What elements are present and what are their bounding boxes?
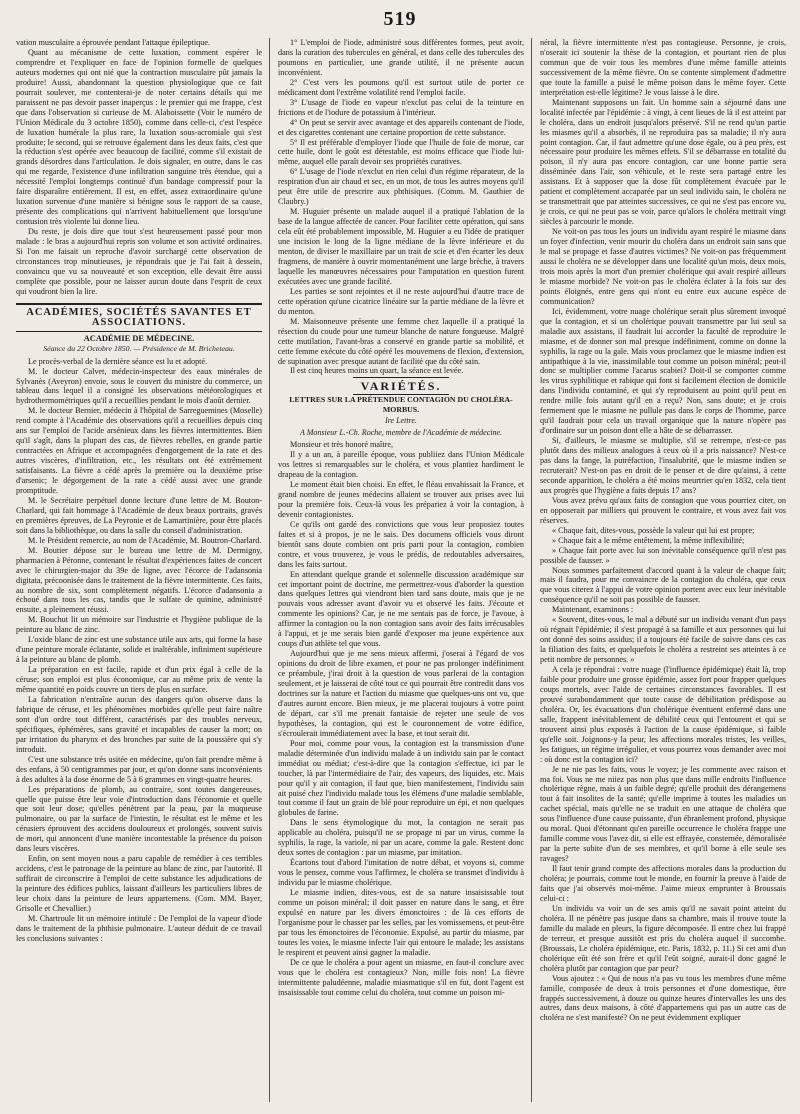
paragraph: M. le Président remercie, au nom de l'Académie, M. Boutron-Charlard.: [28, 535, 262, 545]
paragraph: « Souvent, dites-vous, le mal a débuté sur un individu venant d'un pays où régnait l'épidémie; il s'est propagé à sa famille et aux personnes qui lui ont donné des soins assidus; il a toujours été facile de suivre dans ces cas la filiation des faits, et quelquefois le choléra a restreint ses atteintes à ce petit nombre de personnes. »: [540, 615, 786, 665]
paragraph: Ici, évidemment, votre nuage cholérique serait plus sûrement invoqué que la contagion, et si un cholérique pouvait transmettre par lui seul sa maladie aux assistans, il faudrait lui accorder la faculté de reproduire le miasme, et de donner son mal presque indéfiniment, comme on donne la syphilis, la rage ou la gale. Mais vous proclamez que le miasme indien est antipathique à la vie, inassimilable tout comme un poison minéral; peut-il donc se multiplier comme l'acarus scabiei? Doit-il se comporter comme les virus syphilitique et rabique qui font si facilement élection de domicile dans l'individu contaminé, et qui s'y reproduisent au point qu'il peut en rendre mille fois autant qu'il en a reçu? Non, sans doute; et je crois fermement que le miasme ne pullule pas dans le corps de l'homme, parce qu'il faudrait pour cela un travail organique que la nature n'opère pas d'ordinaire sur un poison dont elle a hâte de se débarrasser.: [540, 306, 786, 436]
paragraph: La fabrication n'entraîne aucun des dangers qu'on observe dans la fabrique de céruse, et les phénomènes morbides qu'elle peut faire naître sont d'un ordre tout différent, caractérisés par des troubles nerveux, spécifiques, éphémères, sans gravité et incapables de causer la mort; on par irritation du pharynx et des bronches par suite de la poussière qui s'y introduit.: [16, 695, 262, 754]
paragraph: vation musculaire a éprouvée pendant l'attaque épileptique.: [16, 38, 211, 47]
paragraph: 5° Il est préférable d'employer l'iode que l'huile de foie de morue, car cette huile, dont le goût est détestable, est moins efficace que l'iode lui-même, auquel elle paraît devoir ses propriétés curatives.: [278, 137, 524, 167]
paragraph: Il faut tenir grand compte des affections morales dans la production du choléra; je pourrais, comme tout le monde, en fournir la preuve à l'aide de faits que j'ai observés moi-même. J'aime mieux emprunter à Broussais celui-ci :: [540, 864, 786, 903]
paragraph: Les préparations de plomb, au contraire, sont toutes dangereuses, quelle que puisse être leur voie d'introduction dans l'économie et quelle que soit leur dose; qu'elles pénètrent par la peau, par la muqueuse pulmonaire, ou par la surface de l'intestin, le résultat est le même et les cérusiers éprouvent des accidens douloureux et prolongés, souvent suivis de mort, qui annoncent d'une manière incontestable la présence du poison dans leurs viscères.: [16, 784, 262, 854]
paragraph: Vous ajoutez : « Qui de nous n'a pas vu tous les membres d'une même famille, composée de deux à trois personnes et d'une domestique, être frappés successivement, à douze ou quinze heures d'intervalles les uns des autres, dans deux maisons, à côté d'appartemens qui pas un autre cas de choléra ne s'est manifesté? On ne peut évidemment expliquer: [540, 973, 786, 1023]
varietes-title: VARIÉTÉS.: [353, 377, 450, 395]
paragraph: Aujourd'hui que je me sens mieux affermi, j'oserai à l'égard de vos opinions du droit de libre examen, et pour ne pas prolonger indéfiniment ce préambule, j'irai droit à la question de vous parlerai de la contagion seulement, et je laisserai de côté tout ce qui pourrait être contredit dans vos doctrines sur la nature et l'action du miasme que quelques-uns ont vu, que d'autres auront encore. Bien mieux, je me placerai toujours à votre point de départ, car s'il me prenait fantaisie de rejeter une seule de vos hypothèses, la contagion, qui est le couronnement de votre édifice, s'écroulerait immédiatement avec la base, et tout serait dit.: [278, 649, 524, 738]
paragraph: 4° On peut se servir avec avantage et des appareils contenant de l'iode, et des cigarettes contenant une certaine proportion de cette substance.: [278, 117, 524, 137]
paragraph: La préparation en est facile, rapide et d'un prix égal à celle de la céruse; son emploi est plus économique, car au même prix de vente la même quantité en poids couvre un tiers de plus en surface.: [16, 665, 262, 695]
paragraph: De ce que le choléra a pour agent un miasme, en faut-il conclure avec vous que le choléra est contagieux? Non, mille fois non! La fièvre intermittente paludéenne, maladie miasmatique s'il en fut, dont l'agent est insaisissable tout comme celui du choléra, tout comme un poison mi-: [278, 957, 524, 997]
column-1: [16, 38, 262, 1104]
paragraph: » Chaque fait a le même entêtement, la même inflexibilité;: [552, 535, 745, 545]
article-title: LETTRES SUR LA PRÉTENDUE CONTAGION DU CHOLÉRA-MORBUS.: [289, 395, 513, 415]
paragraph: Il y a un an, à pareille époque, vous publiiez dans l'Union Médicale vos lettres si remarquables sur le choléra, et vous plantiez hardiment le drapeau de la contagion.: [278, 450, 524, 480]
paragraph: 1° L'emploi de l'iode, administré sous différentes formes, peut avoir, dans la curation des tubercules en général, et dans celle des tubercules des poumons en particulier, une grande utilité, il ne présente aucun inconvénient.: [278, 38, 524, 77]
article-addressee: A Monsieur L.-Ch. Roche, membre de l'Académie de médecine.: [299, 428, 503, 438]
paragraph: Écartons tout d'abord l'imitation de notre débat, et voyons si, comme vous le pensez, comme vous l'affirmez, le choléra se transmet d'individu à individu par le miasme cholérique.: [278, 858, 524, 888]
varietes-heading: [278, 379, 524, 394]
paragraph: Enfin, on sent moyen nous a paru capable de remédier à ces terribles accidens, c'est le patronage de la peinture au blanc de zinc, par l'autorité. Il suffirait de circonscrire à l'emploi de cette substance les adjudications de la peinture des édifices publics, laissant d'ailleurs les particuliers libres de leur choix dans la peinture de leurs appartemens. (Com. MM. Bayer, Grisolle et Chevallier.): [16, 854, 262, 914]
paragraph: 6° L'usage de l'iode n'exclut en rien celui d'un régime réparateur, de la respiration d'un air chaud et sec, en un mot, de tous les autres moyens qu'il peut être utile de prescrire aux phthisiques. (Comm. M. Gauthier de Claubry.): [278, 167, 524, 207]
paragraph: Maintenant supposons un fait. Un homme sain a séjourné dans une localité infectée par l'épidémie : à vingt, à cent lieues de là il est atteint par le choléra, dans un endroit jusqu'alors préservé. S'il ne rend qu'un partie les miasmes qu'il a absorbés, il ne reproduira pas sa maladie; il n'y aura point contagion. Car, il faut admettre qu'une dose égale, ou à peu près, est nécessaire pour produire les mêmes effets. S'il se débarrasse en totalité du poison, il n'y aura pas encore contagion, car une bonne partie sera disséminée dans l'air, son véhicule, et le reste sera partagé entre les assistans. Et à supposer que la dose fût complètement évacuée par le patient et complètement accaparée par un seul individu sain, le choléra ne se transmettrait que par atteintes successives, ce qui ne s'est pas encore vu, je crois, ce qui ne peut pas se voir, parce qu'alors le choléra mettrait vingt siècles à parcourir le monde.: [540, 97, 786, 227]
paragraph: Le miasme indien, dites-vous, est de sa nature insaisissable tout comme un poison minéral; il doit passer en nature dans le sang, et être expulsé en nature par les divers émonctoires : de là ces efforts de l'organisme pour le chasser par les selles, par les vomissemens, et peut-être par tous les émonctoires de l'économie. Expulsé, au partir du miasme, par toutes les voies, le miasme infecte l'air qui entoure le malade; les assistans le respirent et peuvent ainsi gagner la maladie.: [278, 888, 524, 957]
paragraph: L'oxide blanc de zinc est une substance utile aux arts, qui forme la base d'une peinture morale éclatante, solide et inaltérable, infiniment supérieure à la peinture au blanc de plomb.: [16, 635, 262, 665]
paragraph: Ne voit-on pas tous les jours un individu ayant respiré le miasme dans un foyer d'infection, venir mourir du choléra dans un endroit sain sans que le mal se propage et fasse d'autres victimes? Ne voit-on pas fréquemment aussi le choléra ne se développer dans une localité qu'un mois, deux mois, trois mois après la mort d'un premier cholérique qui avait respiré ailleurs le miasme morbide? Ne voit-on pas le choléra éclater à la fois sur des points éloignés, entre gens qui n'ont eu entre eux aucune espèce de communication?: [540, 227, 786, 306]
paragraph: M. Boutier dépose sur le bureau une lettre de M. Dermigny, pharmacien à Péronne, contenant le résultat d'expériences faites de concert avec le chirurgien-major du 39e de ligne, avec l'écorce de l'adansonia digitata, précoonisée dans le traitement de la fièvre intermittente. Ces faits, au nombre de six, sont complètement négatifs. L'écorce d'adansonia a échoué dans tous les cas, tandis que le sulfate de quinine, administré ensuite, a pleinement réussi.: [16, 545, 262, 615]
paragraph: Il est cinq heures moins un quart, la séance est levée.: [290, 366, 464, 376]
paragraph: M. le Secrétaire perpétuel donne lecture d'une lettre de M. Bouton-Charlard, qui fait hommage à l'Académie de deux beaux portraits, gravés en premières épreuves, de La Peyronie et de Lamartinière, pour être placés soit dans la bibliothèque, ou dans la salle du conseil d'administration.: [16, 495, 262, 535]
session-meta: Séance du 22 Octobre 1850. — Présidence de M. Bricheteau.: [43, 343, 235, 353]
academy-title: ACADÉMIE DE MÉDECINE.: [83, 333, 195, 343]
paragraph: « Chaque fait, dites-vous, possède la valeur qui lui est propre;: [552, 525, 755, 535]
paragraph: Si, d'ailleurs, le miasme se multiplie, s'il se retrempe, n'est-ce pas plutôt dans des milieux analogues à ceux où il a pris naissance? N'est-ce pas dans la fange, la putréfaction, l'insalubrité, que le miasme indien se recruterait? N'est-on pas en droit de le penser et de dire qu'ainsi, à cette seconde apparition, le choléra a été moins meurtrier qu'en 1832, cela tient aux progrès que l'hygiène a faits depuis 17 ans?: [540, 436, 786, 495]
article-subtitle: Ire Lettre.: [385, 416, 417, 426]
paragraph: C'est une substance très usitée en médecine, qu'on fait prendre même à des enfans, à 50 centigrammes par jour, et qu'on donne sans inconvénients à des adultes à la dose énorme de 5 à 6 grammes en vingt-quatre heures.: [16, 754, 262, 784]
paragraph: Nous sommes parfaitement d'accord quant à la valeur de chaque fait; mais il faudra, pour me convaincre de la contagion du choléra, que ceux que vous citerez à l'appui de votre opinion portent avec eux leur inévitable conséquence qu'il ne soit pas possible de fausser.: [540, 565, 786, 605]
paragraph: » Chaque fait porte avec lui son inévitable conséquence qu'il n'est pas possible de fausser. »: [540, 545, 786, 565]
section-heading: ACADÉMIES, SOCIÉTÉS SAVANTES ET ASSOCIATIONS.: [16, 303, 262, 332]
paragraph: Les parties se sont rejointes et il ne reste aujourd'hui d'autre trace de cette opération qu'une cicatrice linéaire sur la partie médiane de la lèvre et du menton.: [278, 286, 524, 316]
paragraph: M. Huguier présente un malade auquel il a pratiqué l'ablation de la base de la langue affectée de cancer. Pour faciliter cette opération, qui sans cela eût été probablement impossible, M. Huguier a eu l'idée de pratiquer une incision le long de la ligne médiane de la lèvre inférieure et du menton, de diviser le maxillaire par un trait de scie et d'en écarter les deux fragmens, de manière à ouvrir momentanément une large brèche, à travers laquelle les manœuvres nécessaires pour l'amputation en question furent exécutées avec une grande facilité.: [278, 207, 524, 286]
column-3: [540, 38, 786, 1104]
paragraph: A cela je répondrai : votre nuage (l'influence épidémique) était là, trop faible pour produire une grosse épidémie, assez fort pour frapper quelques coups mortels, avec l'aide de certaines circonstances favorables. Il est prouvé surabondamment que toute cause de débilitation prédispose au choléra. Or, les évacuations d'un cholérique éventuent enfermé dans une salle, frappent inévitablement de débilité ceux qui l'entourent et qui se trouvent ainsi plus exposés à l'action de la cause épidémique, si faible qu'elle soit. Joignons-y la peur, les affections morales tristes, les veilles, les fatigues, un régime irrégulier, et vous pourrez vous demander avec moi : où donc est la contagion ici?: [540, 665, 786, 764]
page-number: 519: [383, 8, 417, 30]
column-rule-left: [269, 38, 270, 1102]
paragraph: 2° C'est vers les poumons qu'il est surtout utile de porter ce médicament dont l'extrême volatilité rend l'emploi facile.: [278, 77, 524, 97]
paragraph: M. Bouchut lit un mémoire sur l'industrie et l'hygiène publique de la peinture au blanc de zinc.: [16, 615, 262, 635]
paragraph: 3° L'usage de l'iode en vapeur n'exclut pas celui de la teinture en frictions et de l'iodure de potassium à l'intérieur.: [278, 97, 524, 117]
paragraph: Le moment était bien choisi. En effet, le fléau envahissait la France, et grand nombre de jeunes médecins allaient se trouver aux prises avec lui pour la première fois. Ceux-là vous les prépariez à voir la contagion, à devenir contagionistes.: [278, 479, 524, 519]
paragraph: Le procès-verbal de la dernière séance est lu et adopté.: [28, 356, 208, 366]
paragraph: Je ne nie pas les faits, vous le voyez; je les commente avec raison et ma foi. Vous ne me niiez pas non plus que dans mille endroits l'influence cholérique règne, mais à un faible degré; qu'elle produit des dérangemens tout à fait insolites de la santé; qu'elle imprime à toutes les maladies un cachet spécial, mais qu'elle ne se traduit en une attaque de choléra que sous l'influence d'une cause puissante, d'un ébranlement profond, physique ou moral. Quoi d'étonnant qu'en pareille occurrence le choléra frappe une famille comme vous l'avez dit, si elle est effrayée, consternée, démoralisée par la perte subite d'un de ses membres, et qu'il borne à elle seule ses ravages?: [540, 764, 786, 864]
paragraph: Monsieur et très honoré maître,: [290, 440, 393, 450]
paragraph: Dans le sens étymologique du mot, la contagion ne serait pas applicable au choléra, puisqu'il ne se propage ni par un virus, comme la syphilis, la rage, la variole, ni par un acare, comme la gale. Restent donc deux sortes de contagion : par un miasme, par imitation.: [278, 818, 524, 858]
paragraph: Du reste, je dois dire que tout s'est heureusement passé pour mon malade : le bras a aujourd'hui repris son volume et son activité ordinaires. Si l'on me faisait un reproche d'avoir surchargé cette observation de circonstances trop minutieuses, je répondrais que je l'ai fait à dessein, convaincu que vu sa nouveauté et son exception, elle devait être aussi complète que possible, pour ne laisser aucun doute dans l'esprit de ceux qui voudront bien la lire.: [16, 227, 262, 296]
paragraph: Un individu va voir un de ses amis qu'il ne savait point atteint du choléra. Il ne pénètre pas jusque dans sa chambre, mais il trouve toute la famille du malade en pleurs, la figure décomposée. Il entre chez lui frappé de terreur, et presque aussitôt est pris du choléra auquel il succombe. (Broussais, Le choléra épidémique, etc. Paris, 1832, p. 11.) Si cet ami d'un cholérique eût été son frère et qu'il l'eût soigné, aurait-il donc gagné le choléra plutôt par contagion que par peur?: [540, 903, 786, 973]
column-2: [278, 38, 524, 1104]
paragraph: Quant au mécanisme de cette luxation, comment espérer le comprendre et l'expliquer en face de l'opinion formelle de quelques auteurs modernes qui ont nié que la contraction musculaire pût jamais la produire! Aussi, abandonnant la question physiologique que ce fait pourrait soulever, me contenterai-je de noter certains détails qui me paraissent ne pas devoir passer inaperçus : le premier qui me frappe, c'est que dans l'observation si curieuse de M. Alaboissette (Voir le numéro de l'Union Médicale du 3 octobre 1850), comme dans celle-ci, c'est l'espèce de luxation humérale la plus rare, la luxation sous-acromiale qui s'est produite; le second, qui se retrouve également dans les deux faits, c'est que la réduction s'est opérée avec beaucoup de facilité, comme s'il existait de grands désordres dans l'articulation. Je dois signaler, en outre, dans le cas qui me regarde, l'existence d'une infiltration sanguine très étendue, qui a nécessité l'emploi longtemps continué d'un bandage compressif pour la faire disparaître entièrement. Il est, en effet, assez extraordinaire qu'une luxation survenue d'une manière si bénigne sous le rapport de sa cause, présente des complications qui n'arrivent habituellement que lorsqu'une contusion très violente lui donne lieu.: [16, 47, 262, 227]
column-rule-right: [531, 38, 532, 1102]
paragraph: M. Maisonneuve présente une femme chez laquelle il a pratiqué la résection du coude pour une tumeur blanche de nature fongueuse. Malgré cette mutilation, l'avant-bras a conservé en grande partie sa mobilité, et cette femme exécute du côté opéré les mouvemens de flexion, d'extension, de supination avec presque autant de facilité que du côté sain.: [278, 316, 524, 366]
paragraph: M. Chartroule lit un mémoire intitulé : De l'emploi de la vapeur d'iode dans le traitement de la phthisie pulmonaire. L'auteur déduit de ce travail les conclusions suivantes :: [16, 913, 262, 943]
paragraph: néral, la fièvre intermittente n'est pas contagieuse. Personne, je crois, n'oserait ici soutenir la thèse de la contagion, et pourtant rien de plus commun que de voir tous les membres d'une même famille atteints successivement de la même fièvre. On se contente simplement d'admettre que toute la famille a puisé le même poison dans le même foyer. Cette interprétation est-elle légitime? Je vous laisse à le dire.: [540, 38, 786, 97]
paragraph: Vous avez prévu qu'aux faits de contagion que vous pourriez citer, on en opposerait par milliers qui prouvent le contraire, et vous avez fait vos réserves.: [540, 495, 786, 525]
paragraph: Pour moi, comme pour vous, la contagion est la transmission d'une maladie déterminée d'un individu malade à un individu sain par le contact immédiat ou médiat; c'est-à-dire que la contagion s'effectue, ici par le toucher, là par l'intermédiaire de l'air, des vapeurs, des liquides, etc. Mais pour qu'il y ait contagion, il faut que, bien manifestement, l'individu sain ait puisé chez l'individu malade tous les élémens d'une maladie semblable, tout comme il faut un grain de blé pour reproduire un épi, et non quelques globules de farine.: [278, 738, 524, 818]
paragraph: M. le docteur Calvet, médecin-inspecteur des eaux minérales de Sylvanès (Aveyron) envoie, sous le couvert du ministre du commerce, un tableau dans lequel il a consigné les observations météorologiques et hydrothermométriques qu'il a recueillies pendant le mois d'août dernier.: [16, 366, 262, 406]
paragraph: Ce qu'ils ont gardé des convictions que vous leur proposiez toutes faites et si à propos, je ne le sais. Des documens officiels vous diront bientôt sans doute combien ont pris parti pour la contagion, combien contre, et vous trouverez, je vous le prédis, de redoutables adversaires, dans les faits surtout.: [278, 519, 524, 569]
paragraph: Maintenant, examinons :: [552, 605, 634, 615]
paragraph: M. le docteur Bernier, médecin à l'hôpital de Sarreguemines (Moselle) rend compte à l'Académie des observations qu'il a recueillies depuis cinq ans sur l'emploi de l'acide arsénieux dans les fièvres intermittentes. Bien qu'il s'agît, dans la plupart des cas, de fièvres rebelles, en grande partie contractées en Afrique et accompagnées d'engorgement de la rate et des autres viscères, d'infiltration, etc., les résultats ont été extrêmement satisfaisants. La fièvre a cédé après la première ou la deuxième prise d'arsenic; le dégorgement de la rate a cédé aussi avec une grande promptitude.: [16, 406, 262, 495]
paragraph: En attendant quelque grande et solennelle discussion académique sur cet important point de doctrine, me permettrez-vous d'aborder la question dans quelques lettres qui viendront bien tard sans doute, mais que je ne pouvais vous adresser avant d'avoir vu et observé les faits. J'écoute et commente les opinions? Car, je ne me sentais pas de force, je l'avoue, à affirmer la contagion ou la non contagion sans avoir des faits irrécusables à l'appui, et je me serais bien gardé d'exposer ma jeune expérience aux coups d'un athlète tel que vous.: [278, 569, 524, 649]
